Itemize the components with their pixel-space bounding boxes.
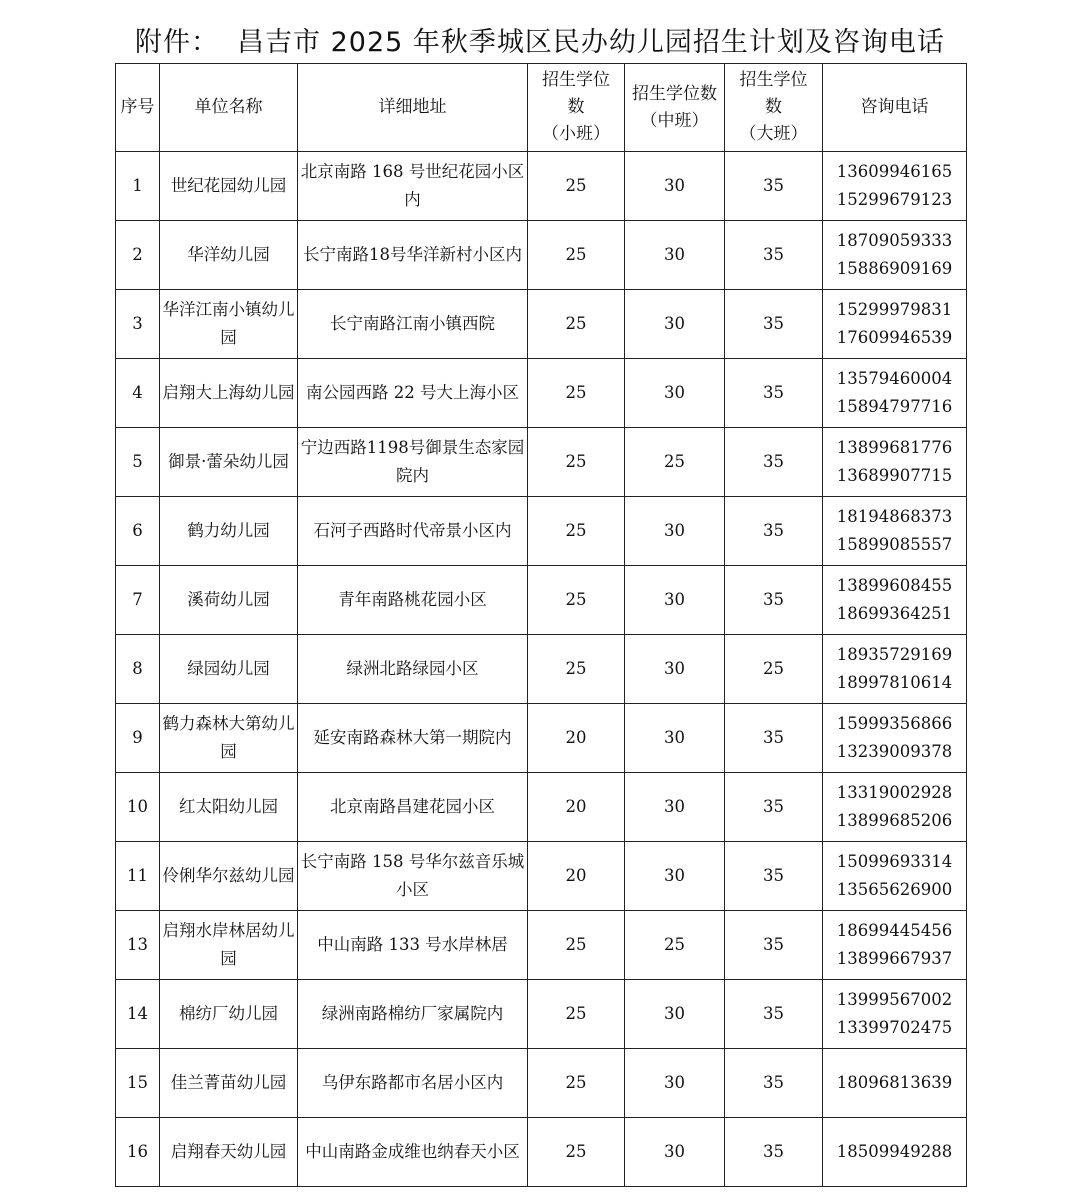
kindergarten-address: 长宁南路江南小镇西院	[298, 290, 528, 359]
kindergarten-name: 红太阳幼儿园	[160, 773, 298, 842]
large-class-seats: 35	[725, 1118, 823, 1187]
phone-number: 15099693314	[836, 852, 953, 871]
header-large-line-1: 招生学位	[739, 70, 808, 90]
table-row	[116, 704, 967, 773]
kindergarten-address: 青年南路桃花园小区	[298, 566, 528, 635]
header-name: 单位名称	[160, 64, 298, 152]
large-class-seats: 35	[725, 152, 823, 221]
header-middle-class	[625, 64, 725, 152]
phone-cell	[823, 221, 967, 290]
phone-number: 15299679123	[836, 190, 953, 209]
middle-class-seats: 30	[625, 152, 725, 221]
middle-class-seats: 30	[625, 290, 725, 359]
row-index: 14	[116, 980, 160, 1049]
small-class-seats: 25	[528, 152, 625, 221]
table-row	[116, 566, 967, 635]
middle-class-seats: 30	[625, 980, 725, 1049]
phone-number: 13899667937	[836, 949, 953, 968]
middle-class-seats: 30	[625, 635, 725, 704]
phone-cell	[823, 1049, 967, 1118]
kindergarten-address: 中山南路金成维也纳春天小区	[298, 1118, 528, 1187]
middle-class-seats: 30	[625, 497, 725, 566]
phone-number: 18509949288	[836, 1142, 953, 1161]
header-small-line-3: （小班）	[542, 124, 610, 144]
phone-number: 18699364251	[836, 604, 953, 623]
kindergarten-address: 长宁南路 158 号华尔兹音乐城小区	[298, 842, 528, 911]
header-large-class	[725, 64, 823, 152]
table-body	[116, 152, 967, 1187]
phone-cell	[823, 842, 967, 911]
large-class-seats: 35	[725, 842, 823, 911]
small-class-seats: 25	[528, 1049, 625, 1118]
kindergarten-name: 启翔春天幼儿园	[160, 1118, 298, 1187]
small-class-seats: 25	[528, 911, 625, 980]
kindergarten-name: 华洋幼儿园	[160, 221, 298, 290]
middle-class-seats: 30	[625, 221, 725, 290]
phone-cell	[823, 359, 967, 428]
phone-cell	[823, 704, 967, 773]
phone-cell	[823, 911, 967, 980]
table-row	[116, 497, 967, 566]
phone-number: 13579460004	[836, 369, 953, 388]
phone-cell	[823, 290, 967, 359]
phone-number: 13319002928	[836, 783, 953, 802]
phone-number: 18096813639	[836, 1073, 953, 1092]
row-index: 10	[116, 773, 160, 842]
large-class-seats: 35	[725, 773, 823, 842]
small-class-seats: 20	[528, 773, 625, 842]
row-index: 13	[116, 911, 160, 980]
phone-cell	[823, 635, 967, 704]
header-phone: 咨询电话	[823, 64, 967, 152]
large-class-seats: 35	[725, 359, 823, 428]
title-main: 昌吉市 2025 年秋季城区民办幼儿园招生计划及咨询电话	[237, 27, 945, 58]
row-index: 6	[116, 497, 160, 566]
phone-number: 13999567002	[836, 990, 953, 1009]
middle-class-seats: 30	[625, 842, 725, 911]
large-class-seats: 35	[725, 980, 823, 1049]
kindergarten-name: 鹤力森林大第幼儿园	[160, 704, 298, 773]
table-header-row	[116, 64, 967, 152]
header-address: 详细地址	[298, 64, 528, 152]
phone-number: 17609946539	[836, 328, 953, 347]
small-class-seats: 25	[528, 359, 625, 428]
table-row	[116, 911, 967, 980]
large-class-seats: 35	[725, 428, 823, 497]
small-class-seats: 25	[528, 497, 625, 566]
header-middle-line-2: （中班）	[640, 110, 709, 131]
phone-number: 15299979831	[836, 300, 953, 319]
row-index: 16	[116, 1118, 160, 1187]
kindergarten-address: 乌伊东路都市名居小区内	[298, 1049, 528, 1118]
kindergarten-address: 北京南路 168 号世纪花园小区内	[298, 152, 528, 221]
large-class-seats: 35	[725, 290, 823, 359]
phone-number: 13689907715	[836, 466, 953, 485]
large-class-seats: 35	[725, 1049, 823, 1118]
table-row	[116, 1049, 967, 1118]
kindergarten-name: 启翔大上海幼儿园	[160, 359, 298, 428]
middle-class-seats: 30	[625, 566, 725, 635]
kindergarten-address: 延安南路森林大第一期院内	[298, 704, 528, 773]
small-class-seats: 25	[528, 1118, 625, 1187]
table-row	[116, 428, 967, 497]
phone-number: 13565626900	[836, 880, 953, 899]
large-class-seats: 35	[725, 497, 823, 566]
table-row	[116, 359, 967, 428]
kindergarten-address: 绿洲北路绿园小区	[298, 635, 528, 704]
phone-number: 18699445456	[836, 921, 953, 940]
middle-class-seats: 30	[625, 1049, 725, 1118]
phone-number: 13899681776	[836, 438, 953, 457]
small-class-seats: 25	[528, 980, 625, 1049]
small-class-seats: 20	[528, 704, 625, 773]
phone-cell	[823, 152, 967, 221]
table-row	[116, 221, 967, 290]
phone-number: 18709059333	[836, 231, 953, 250]
kindergarten-address: 绿洲南路棉纺厂家属院内	[298, 980, 528, 1049]
phone-number: 13239009378	[836, 742, 953, 761]
phone-number: 18997810614	[836, 673, 953, 692]
large-class-seats: 35	[725, 566, 823, 635]
row-index: 11	[116, 842, 160, 911]
header-small-line-1: 招生学位	[542, 70, 610, 90]
header-large-line-2: 数	[765, 97, 782, 117]
middle-class-seats: 25	[625, 428, 725, 497]
large-class-seats: 35	[725, 704, 823, 773]
header-small-line-2: 数	[567, 97, 585, 117]
title-prefix: 附件：	[135, 27, 220, 58]
phone-number: 15886909169	[836, 259, 953, 278]
phone-cell	[823, 428, 967, 497]
phone-number: 13899685206	[836, 811, 953, 830]
kindergarten-name: 绿园幼儿园	[160, 635, 298, 704]
phone-number: 18935729169	[836, 645, 953, 664]
table-row	[116, 635, 967, 704]
small-class-seats: 25	[528, 221, 625, 290]
header-large-line-3: （大班）	[739, 124, 808, 144]
phone-cell	[823, 497, 967, 566]
middle-class-seats: 25	[625, 911, 725, 980]
phone-number: 13899608455	[836, 576, 953, 595]
kindergarten-name: 启翔水岸林居幼儿园	[160, 911, 298, 980]
row-index: 9	[116, 704, 160, 773]
middle-class-seats: 30	[625, 704, 725, 773]
middle-class-seats: 30	[625, 773, 725, 842]
large-class-seats: 35	[725, 911, 823, 980]
enrollment-table	[115, 63, 967, 1187]
small-class-seats: 25	[528, 428, 625, 497]
small-class-seats: 25	[528, 566, 625, 635]
phone-cell	[823, 773, 967, 842]
kindergarten-address: 长宁南路18号华洋新村小区内	[298, 221, 528, 290]
kindergarten-name: 棉纺厂幼儿园	[160, 980, 298, 1049]
small-class-seats: 25	[528, 290, 625, 359]
phone-number: 18194868373	[836, 507, 953, 526]
kindergarten-address: 中山南路 133 号水岸林居	[298, 911, 528, 980]
kindergarten-name: 伶俐华尔兹幼儿园	[160, 842, 298, 911]
row-index: 7	[116, 566, 160, 635]
small-class-seats: 20	[528, 842, 625, 911]
table-row	[116, 1118, 967, 1187]
row-index: 2	[116, 221, 160, 290]
table-row	[116, 980, 967, 1049]
large-class-seats: 35	[725, 221, 823, 290]
kindergarten-name: 世纪花园幼儿园	[160, 152, 298, 221]
table-row	[116, 842, 967, 911]
phone-cell	[823, 980, 967, 1049]
phone-number: 15999356866	[836, 714, 953, 733]
header-small-class	[528, 64, 625, 152]
row-index: 4	[116, 359, 160, 428]
small-class-seats: 25	[528, 635, 625, 704]
kindergarten-address: 宁边西路1198号御景生态家园院内	[298, 428, 528, 497]
kindergarten-address: 南公园西路 22 号大上海小区	[298, 359, 528, 428]
kindergarten-address: 石河子西路时代帝景小区内	[298, 497, 528, 566]
middle-class-seats: 30	[625, 359, 725, 428]
phone-number: 13609946165	[836, 162, 953, 181]
phone-cell	[823, 1118, 967, 1187]
row-index: 5	[116, 428, 160, 497]
document-title	[0, 20, 1080, 59]
kindergarten-name: 御景·蕾朵幼儿园	[160, 428, 298, 497]
header-middle-line-1: 招生学位数	[632, 83, 717, 104]
row-index: 8	[116, 635, 160, 704]
table-row	[116, 290, 967, 359]
kindergarten-name: 鹤力幼儿园	[160, 497, 298, 566]
phone-cell	[823, 566, 967, 635]
row-index: 1	[116, 152, 160, 221]
kindergarten-name: 溪荷幼儿园	[160, 566, 298, 635]
kindergarten-address: 北京南路昌建花园小区	[298, 773, 528, 842]
kindergarten-name: 佳兰菁苗幼儿园	[160, 1049, 298, 1118]
phone-number: 15899085557	[836, 535, 953, 554]
kindergarten-name: 华洋江南小镇幼儿园	[160, 290, 298, 359]
phone-number: 15894797716	[836, 397, 953, 416]
row-index: 3	[116, 290, 160, 359]
phone-number: 13399702475	[836, 1018, 953, 1037]
middle-class-seats: 30	[625, 1118, 725, 1187]
large-class-seats: 25	[725, 635, 823, 704]
header-index: 序号	[116, 64, 160, 152]
table-row	[116, 773, 967, 842]
row-index: 15	[116, 1049, 160, 1118]
table-row	[116, 152, 967, 221]
